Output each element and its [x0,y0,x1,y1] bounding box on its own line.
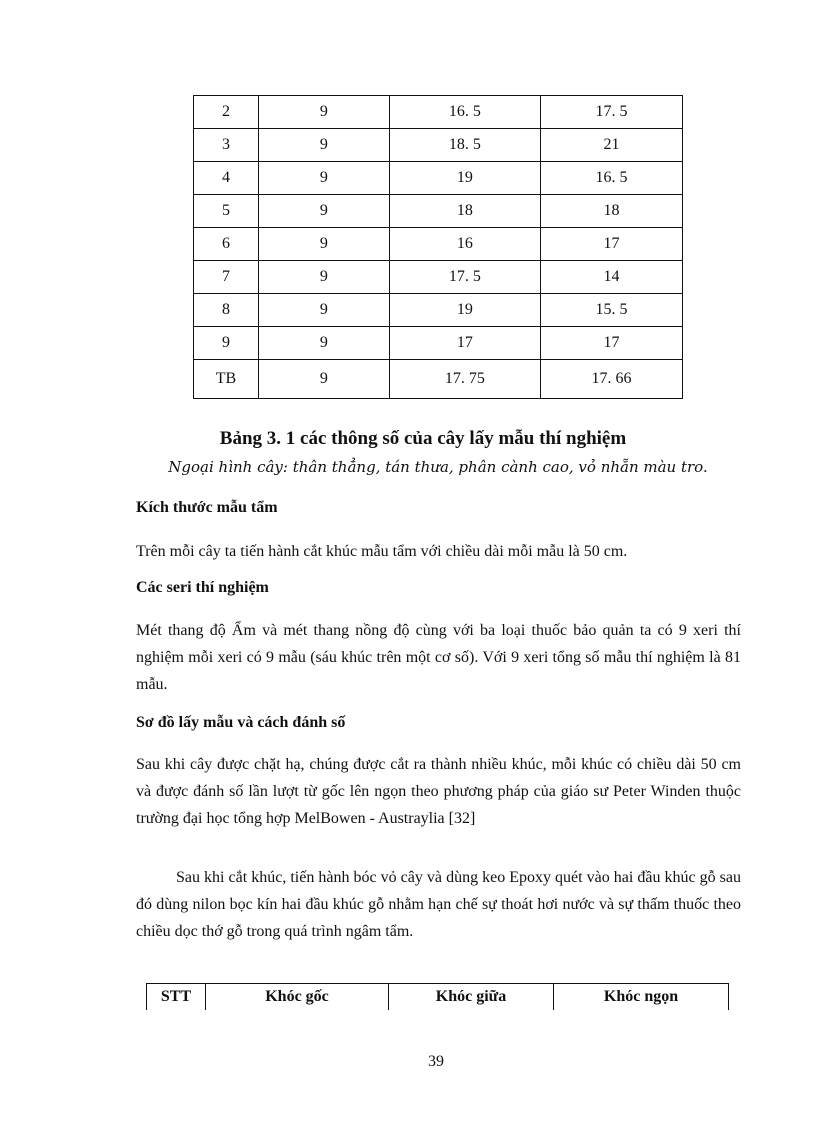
table-row [194,327,683,360]
section-heading-series: Các seri thí nghiệm [136,579,269,596]
table-cell: 18. 5 [389,129,540,162]
table-cell: TB [194,360,259,399]
table-cell: 14 [540,261,682,294]
table-cell: 7 [194,261,259,294]
table-cell: 17 [540,228,682,261]
table-cell: 16. 5 [540,162,682,195]
table-cell: 17 [389,327,540,360]
table-cell: 16 [389,228,540,261]
table-cell: 9 [258,129,389,162]
table-row [194,162,683,195]
table-cell: 15. 5 [540,294,682,327]
paragraph-diagram-2: Sau khi cắt khúc, tiến hành bóc vỏ cây và dùng keo Epoxy quét vào hai đầu khúc gỗ sau đó dùng nilon bọc kín hai đầu khúc gỗ nhằm hạn chế sự thoát hơi nước và sự thấm thuốc theo chiều dọc thớ gỗ trong quá trình ngâm tẩm. [136,869,741,940]
table-row [194,129,683,162]
table-row [194,261,683,294]
table-cell: 17. 75 [389,360,540,399]
sample-tree-table-body [194,96,683,399]
table-row [194,360,683,399]
table-row [194,294,683,327]
table-cell: 6 [194,228,259,261]
table-caption: Bảng 3. 1 các thông số của cây lấy mẫu thí nghiệm [219,428,627,449]
table-row [194,228,683,261]
table-cell: 17. 66 [540,360,682,399]
table-cell: 9 [258,195,389,228]
table-cell: 17. 5 [389,261,540,294]
header-cell-root: Khóc gốc [206,984,389,1011]
table-cell: 18 [540,195,682,228]
table-cell: 17. 5 [540,96,682,129]
table-cell: 9 [258,360,389,399]
segment-table-header [146,983,729,1010]
tree-description: Ngoại hình cây: thân thẳng, tán thưa, phân cành cao, vỏ nhẵn màu tro. [168,458,708,476]
table-cell: 17 [540,327,682,360]
table-cell: 9 [194,327,259,360]
table-cell: 9 [258,96,389,129]
header-cell-middle: Khóc giữa [389,984,554,1011]
header-cell-stt: STT [147,984,206,1011]
paragraph-sample-size: Trên mỗi cây ta tiến hành cắt khúc mẫu tẩm với chiều dài mỗi mẫu là 50 cm. [136,543,628,560]
table-cell: 9 [258,228,389,261]
table-cell: 2 [194,96,259,129]
header-cell-top: Khóc ngọn [554,984,729,1011]
table-cell: 18 [389,195,540,228]
table-cell: 19 [389,294,540,327]
table-cell: 19 [389,162,540,195]
table-row [194,195,683,228]
table-cell: 8 [194,294,259,327]
page-number: 39 [428,1053,444,1070]
table-cell: 9 [258,261,389,294]
table-cell: 21 [540,129,682,162]
table-cell: 9 [258,294,389,327]
table-row [194,96,683,129]
sample-tree-table [193,95,683,399]
section-heading-diagram: Sơ đồ lấy mẫu và cách đánh số [136,714,346,731]
paragraph-series: Mét thang độ Ẩm và mét thang nồng độ cùng với ba loại thuốc bảo quản ta có 9 xeri thí nghiệm mỗi xeri có 9 mẫu (sáu khúc trên một cơ số). Với 9 xeri tổng số mẫu thí nghiệm là 81 mẫu. [136,622,741,693]
table-cell: 9 [258,162,389,195]
table-cell: 16. 5 [389,96,540,129]
table-cell: 5 [194,195,259,228]
section-heading-sample-size: Kích thước mẫu tẩm [136,499,278,516]
table-cell: 3 [194,129,259,162]
table-cell: 9 [258,327,389,360]
paragraph-diagram-1: Sau khi cây được chặt hạ, chúng được cắt ra thành nhiều khúc, mỗi khúc có chiều dài 50 cm và được đánh số lần lượt từ gốc lên ngọn theo phương pháp của giáo sư Peter Winden thuộc trường đại học tổng hợp MelBowen - Austraylia [32] [136,756,741,827]
table-cell: 4 [194,162,259,195]
